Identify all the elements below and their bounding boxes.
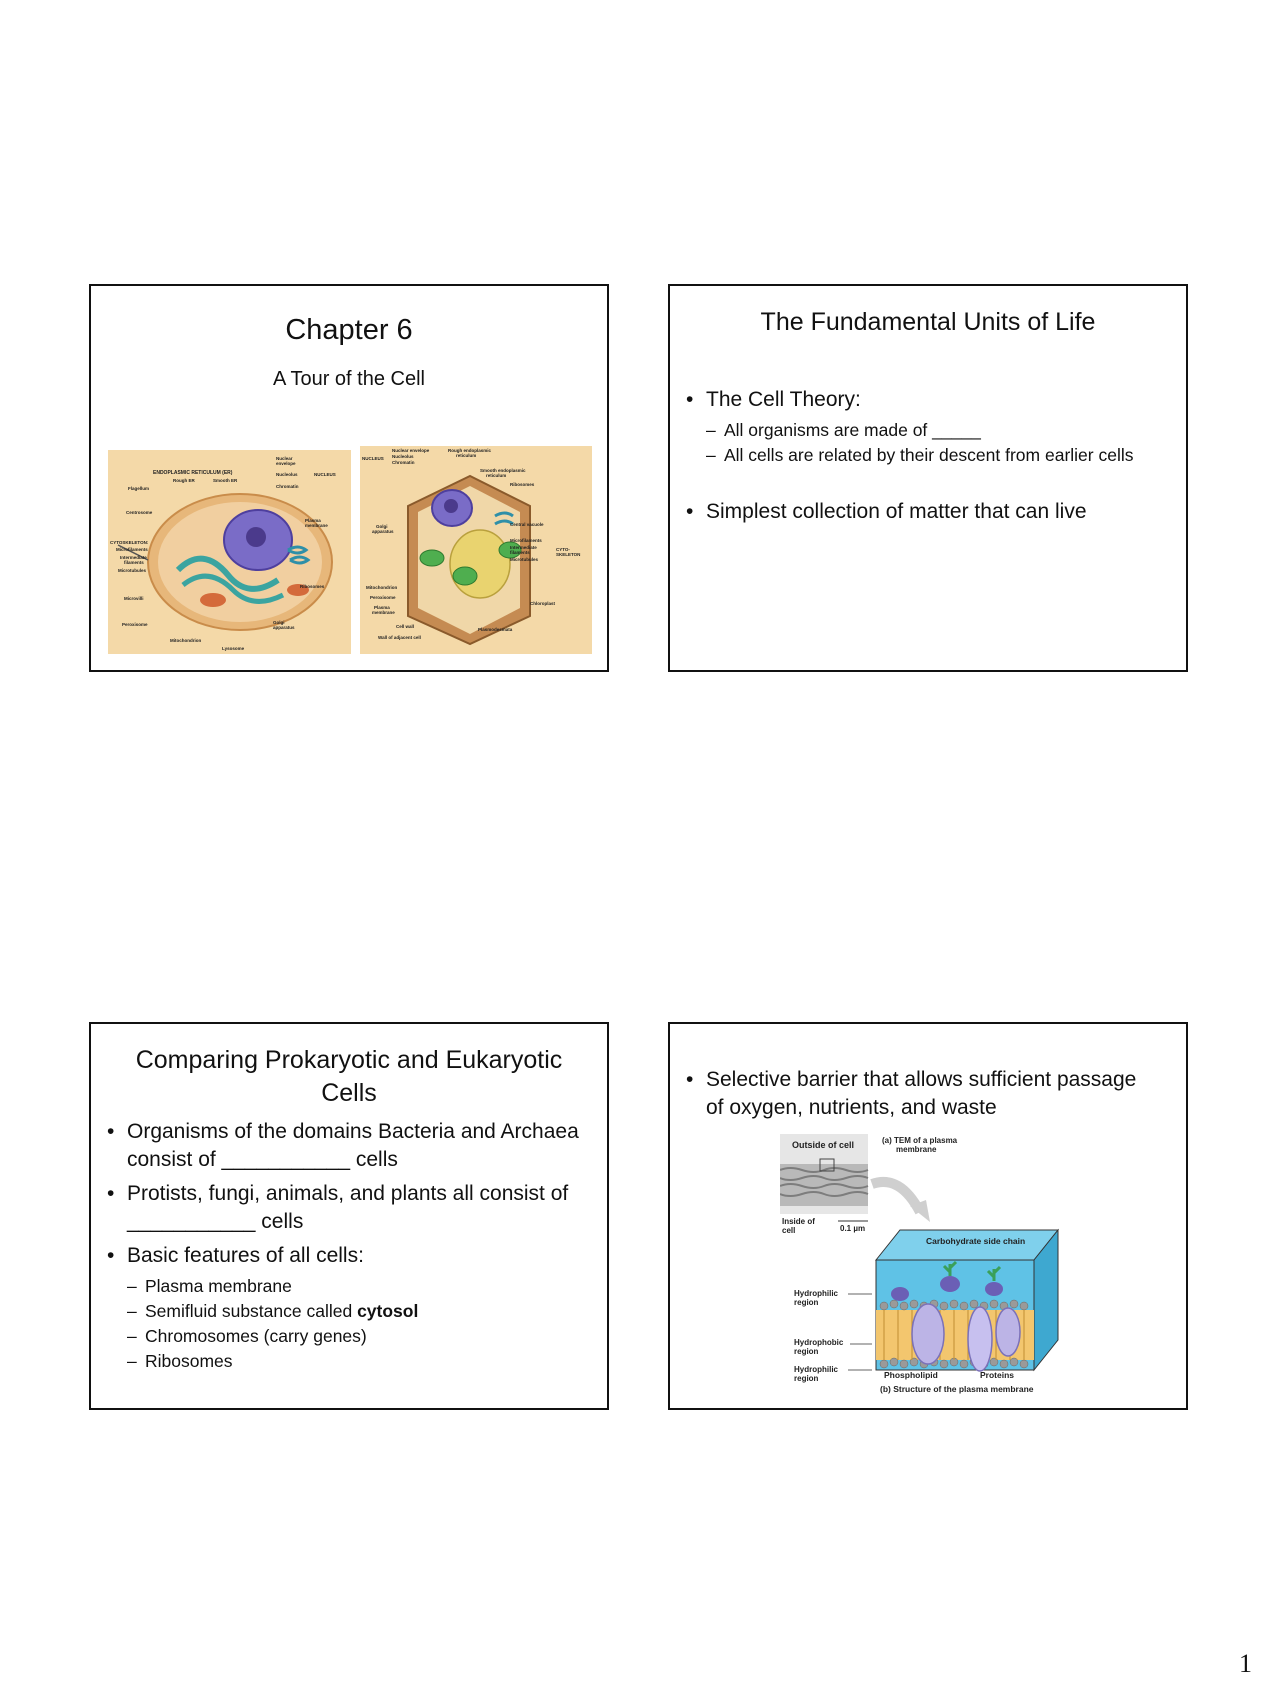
tem-caption: (a) TEM of a plasma [882, 1136, 958, 1145]
hydrophilic-label: Hydrophilic [794, 1289, 839, 1298]
plasma-membrane-diagram [780, 1134, 1080, 1394]
bullet-cell-theory [670, 386, 1150, 468]
animal-cell-diagram [108, 450, 351, 654]
phospholipid-label: Phospholipid [884, 1370, 938, 1380]
page-number: 1 [1239, 1649, 1252, 1678]
svg-text:Centrosome: Centrosome [126, 510, 153, 515]
svg-text:Central vacuole: Central vacuole [510, 522, 544, 527]
bullet-text: Basic features of all cells: [127, 1244, 364, 1267]
slide-fundamental-units [668, 284, 1188, 672]
bullet-list [670, 1066, 1150, 1122]
cytosol-term: cytosol [357, 1301, 419, 1321]
membrane-caption: (b) Structure of the plasma membrane [880, 1384, 1034, 1394]
svg-text:ENDOPLASMIC RETICULUM (ER): ENDOPLASMIC RETICULUM (ER) [153, 470, 233, 476]
svg-text:envelope: envelope [276, 461, 296, 466]
svg-text:Plasma: Plasma [374, 605, 390, 610]
svg-text:Ribosomes: Ribosomes [510, 482, 535, 487]
svg-text:Plasmodesmata: Plasmodesmata [478, 627, 513, 632]
bullet-bacteria-archaea: • Organisms of the domains Bacteria and Archaea consist of ___________ cells [91, 1118, 581, 1174]
svg-text:Microvilli: Microvilli [124, 596, 144, 601]
svg-text:Intermediate: Intermediate [510, 545, 537, 550]
bullet-text: Simplest collection of matter that can live [706, 500, 1087, 523]
slide-chapter-title [89, 284, 609, 672]
plant-cell-diagram [360, 446, 592, 654]
svg-text:Microfilaments: Microfilaments [510, 538, 542, 543]
svg-text:Plasma: Plasma [305, 518, 321, 523]
svg-text:Nucleolus: Nucleolus [392, 454, 414, 459]
outside-cell-label: Outside of cell [792, 1140, 855, 1150]
bullet-simplest-matter [670, 498, 1150, 526]
slide-plasma-membrane [668, 1022, 1188, 1410]
inside-cell-label: Inside of [782, 1217, 815, 1226]
bullet-list [91, 1118, 581, 1374]
region-label: region [794, 1298, 819, 1307]
svg-text:Nuclear envelope: Nuclear envelope [392, 448, 430, 453]
svg-text:Cell wall: Cell wall [396, 624, 415, 629]
svg-text:Smooth endoplasmic: Smooth endoplasmic [480, 468, 526, 473]
svg-text:Smooth ER: Smooth ER [213, 478, 238, 483]
scale-bar-label: 0.1 µm [840, 1224, 866, 1233]
region-label: region [794, 1347, 819, 1356]
svg-text:Chloroplast: Chloroplast [530, 601, 556, 606]
svg-text:Mitochondrion: Mitochondrion [170, 638, 202, 643]
svg-text:Microtubules: Microtubules [510, 557, 539, 562]
svg-text:Rough endoplasmic: Rough endoplasmic [448, 448, 492, 453]
svg-text:Peroxisome: Peroxisome [122, 622, 148, 627]
svg-text:Golgi: Golgi [273, 620, 285, 625]
sub-bullet: – All organisms are made of _____ [706, 418, 1150, 443]
svg-text:membrane: membrane [372, 610, 395, 615]
bullet-basic-features [91, 1242, 581, 1374]
svg-text:Chromatin: Chromatin [392, 460, 415, 465]
svg-text:Lysosome: Lysosome [222, 646, 245, 651]
svg-text:reticulum: reticulum [456, 453, 477, 458]
slide-title: Chapter 6 [285, 314, 413, 346]
carbohydrate-label: Carbohydrate side chain [926, 1236, 1026, 1246]
svg-text:NUCLEUS: NUCLEUS [362, 456, 384, 461]
svg-text:Peroxisome: Peroxisome [370, 595, 396, 600]
svg-text:CYTO-: CYTO- [556, 547, 570, 552]
svg-text:Rough ER: Rough ER [173, 478, 195, 483]
inside-cell-label-2: cell [782, 1226, 796, 1235]
region-label: region [794, 1374, 819, 1383]
hydrophobic-label: Hydrophobic [794, 1338, 844, 1347]
sub-bullet: – Plasma membrane [127, 1274, 581, 1299]
svg-text:Flagellum: Flagellum [128, 486, 150, 491]
bullet-list [670, 386, 1150, 526]
svg-text:apparatus: apparatus [372, 529, 394, 534]
svg-text:Microfilaments: Microfilaments [116, 547, 148, 552]
bullet-text: The Cell Theory: [706, 388, 861, 411]
proteins-label: Proteins [980, 1370, 1015, 1380]
slide-title: Comparing Prokaryotic and Eukaryotic Cells [135, 1046, 563, 1107]
svg-text:SKELETON: SKELETON [556, 552, 581, 557]
slide-subtitle: A Tour of the Cell [273, 368, 425, 390]
svg-text:apparatus: apparatus [273, 625, 295, 630]
tem-caption-2: membrane [896, 1145, 937, 1154]
svg-text:Intermediate: Intermediate [120, 555, 147, 560]
sub-bullet: – Chromosomes (carry genes) [127, 1324, 581, 1349]
svg-text:membrane: membrane [305, 523, 328, 528]
svg-text:Chromatin: Chromatin [276, 484, 299, 489]
svg-text:Nuclear: Nuclear [276, 456, 293, 461]
svg-text:Nucleolus: Nucleolus [276, 472, 298, 477]
svg-text:Ribosomes: Ribosomes [300, 584, 325, 589]
bullet-selective-barrier: • Selective barrier that allows sufficient passage of oxygen, nutrients, and waste [670, 1066, 1150, 1122]
slide-prokaryotic-eukaryotic [89, 1022, 609, 1410]
svg-text:CYTOSKELETON:: CYTOSKELETON: [110, 540, 149, 545]
svg-text:NUCLEUS: NUCLEUS [314, 472, 336, 477]
svg-text:reticulum: reticulum [486, 473, 507, 478]
bullet-protists: • Protists, fungi, animals, and plants all consist of ___________ cells [91, 1180, 581, 1236]
svg-text:filaments: filaments [510, 550, 530, 555]
svg-text:Golgi: Golgi [376, 524, 388, 529]
sub-bullet: – Semifluid substance called cytosol [127, 1299, 581, 1324]
svg-text:filaments: filaments [124, 560, 144, 565]
sub-bullet: – Ribosomes [127, 1349, 581, 1374]
sub-bullet: – All cells are related by their descent from earlier cells [706, 443, 1150, 468]
slide-title: The Fundamental Units of Life [760, 308, 1096, 336]
svg-text:Mitochondrion: Mitochondrion [366, 585, 398, 590]
svg-text:Wall of adjacent cell: Wall of adjacent cell [378, 635, 421, 640]
svg-text:Microtubules: Microtubules [118, 568, 147, 573]
hydrophilic-label-2: Hydrophilic [794, 1365, 839, 1374]
